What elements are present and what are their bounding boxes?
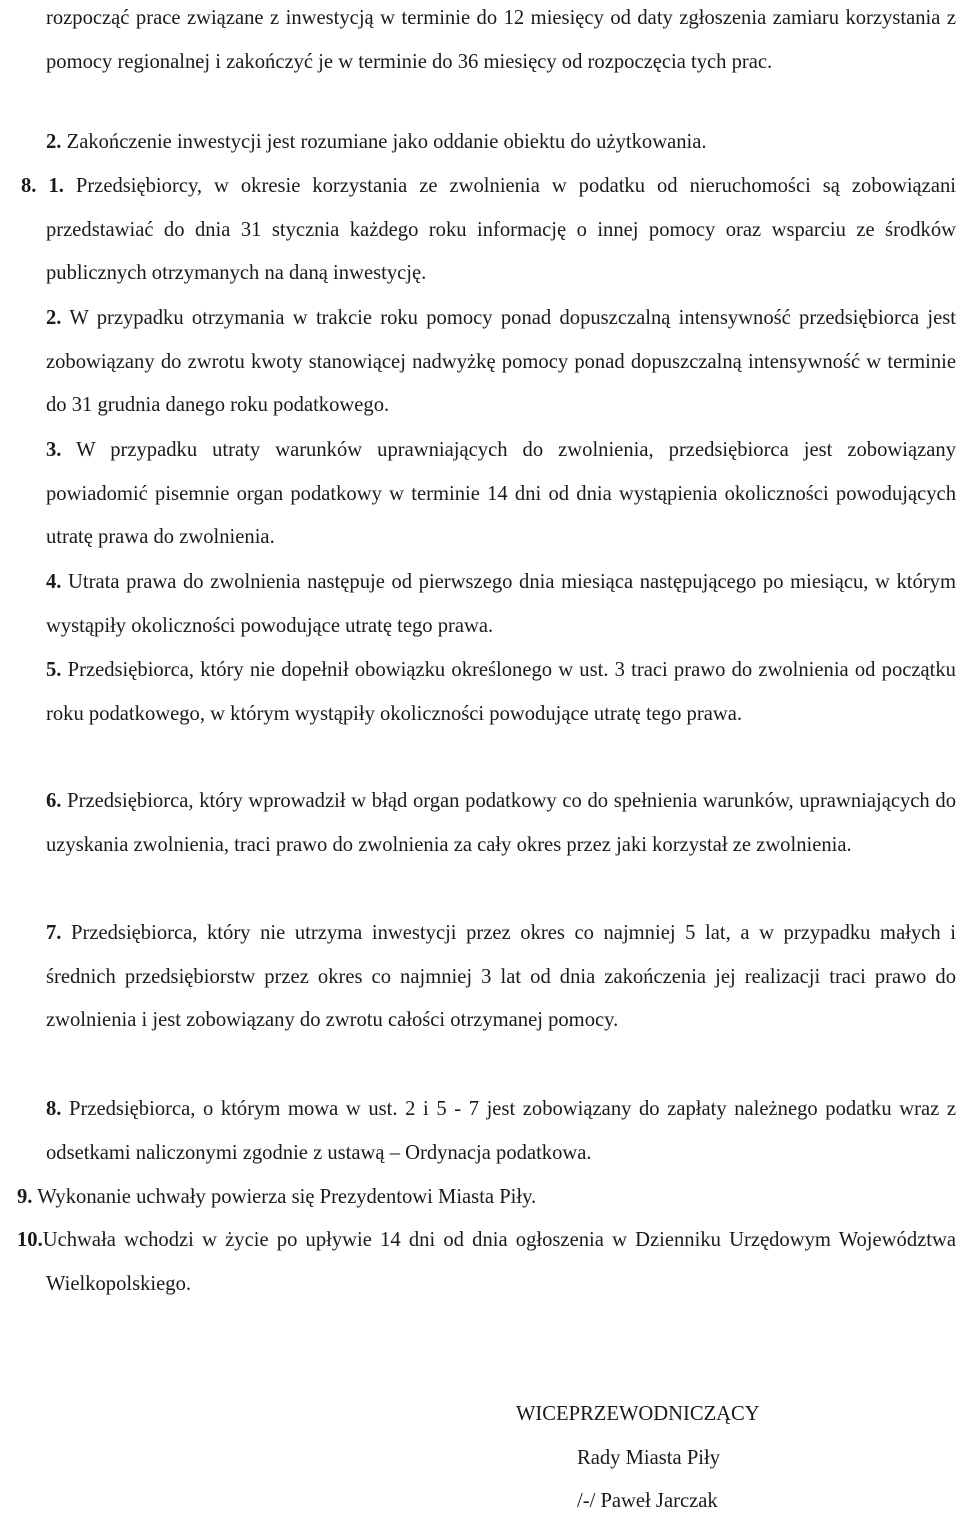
section-8-item-6 — [46, 780, 956, 867]
section-8-item-6-text: Przedsiębiorca, który wprowadził w błąd organ podatkowy co do spełnienia warunków, uprawniających do uzyskania zwolnienia, traci prawo do zwolnienia za cały okres przez jaki korzystał ze zwolnienia. — [46, 790, 956, 856]
section-8-item-1-text: Przedsiębiorcy, w okresie korzystania ze zwolnienia w podatku od nieruchomości są zobowiązani przedstawiać do dnia 31 stycznia każdego roku informację o innej pomocy oraz wsparciu ze środków publicznych otrzymanych na daną inwestycję. — [46, 175, 956, 285]
section-8-item-2 — [46, 297, 956, 428]
section-8-item-8-text: Przedsiębiorca, o którym mowa w ust. 2 i 5 - 7 jest zobowiązany do zapłaty należnego podatku wraz z odsetkami naliczonymi zgodnie z ustawą – Ordynacja podatkowa. — [46, 1098, 956, 1164]
section-8-item-8-number: 8. — [46, 1098, 62, 1120]
section-8-item-1 — [21, 165, 956, 296]
section-8-item-7-text: Przedsiębiorca, który nie utrzyma inwestycji przez okres co najmniej 5 lat, a w przypadku małych i średnich przedsiębiorstw przez okres co najmniej 3 lat od dnia zakończenia jej realizacji traci prawo do zwolnienia i jest zobowiązany do zwrotu całości otrzymanej pomocy. — [46, 922, 956, 1032]
section-8-item-1-number: 1. — [48, 175, 64, 197]
section-10-number: 10. — [17, 1229, 43, 1251]
point-2-text: Zakończenie inwestycji jest rozumiane jako oddanie obiektu do użytkowania. — [66, 131, 707, 153]
section-8-item-8 — [46, 1088, 956, 1175]
intro-text: rozpocząć prace związane z inwestycją w terminie do 12 miesięcy od daty zgłoszenia zamiaru korzystania z pomocy regionalnej i zakończyć je w terminie do 36 miesięcy od rozpoczęcia tych prac. — [46, 7, 956, 73]
section-8-item-5-number: 5. — [46, 659, 62, 681]
section-8-item-3-number: 3. — [46, 439, 62, 461]
signature-title: WICEPRZEWODNICZĄCY — [516, 1403, 760, 1425]
section-8-item-6-number: 6. — [46, 790, 62, 812]
section-8-item-7-number: 7. — [46, 922, 62, 944]
point-2-number: 2. — [46, 131, 62, 153]
intro-continuation — [46, 0, 956, 84]
section-8-item-4 — [46, 561, 956, 648]
section-9-number: 9. — [17, 1186, 33, 1208]
section-8-item-4-number: 4. — [46, 571, 62, 593]
signature-body: Rady Miasta Piły — [577, 1447, 721, 1469]
section-8-item-3 — [46, 429, 956, 560]
point-2 — [46, 121, 956, 165]
section-8-item-7 — [46, 912, 956, 1043]
section-8-number: 8. — [21, 175, 37, 197]
section-8-item-2-number: 2. — [46, 307, 62, 329]
section-8-item-3-text: W przypadku utraty warunków uprawniających do zwolnienia, przedsiębiorca jest zobowiązany powiadomić pisemnie organ podatkowy w terminie 14 dni od dnia wystąpienia okoliczności powodujących utratę prawa do zwolnienia. — [46, 439, 956, 549]
section-8-item-2-text: W przypadku otrzymania w trakcie roku pomocy ponad dopuszczalną intensywność przedsiębiorca jest zobowiązany do zwrotu kwoty stanowiącej nadwyżkę pomocy ponad dopuszczalną intensywność w terminie do 31 grudnia danego roku podatkowego. — [46, 307, 956, 417]
signature-name: /-/ Paweł Jarczak — [577, 1490, 718, 1512]
section-10-text: Uchwała wchodzi w życie po upływie 14 dni od dnia ogłoszenia w Dzienniku Urzędowym Województwa Wielkopolskiego. — [42, 1229, 956, 1295]
section-9 — [17, 1176, 956, 1220]
section-10 — [17, 1219, 956, 1306]
section-8-item-5 — [46, 649, 956, 736]
section-9-text: Wykonanie uchwały powierza się Prezydentowi Miasta Piły. — [37, 1186, 537, 1208]
section-8-item-5-text: Przedsiębiorca, który nie dopełnił obowiązku określonego w ust. 3 traci prawo do zwolnienia od początku roku podatkowego, w którym wystąpiły okoliczności powodujące utratę tego prawa. — [46, 659, 956, 725]
section-8-item-4-text: Utrata prawa do zwolnienia następuje od pierwszego dnia miesiąca następującego po miesiącu, w którym wystąpiły okoliczności powodujące utratę tego prawa. — [46, 571, 956, 637]
